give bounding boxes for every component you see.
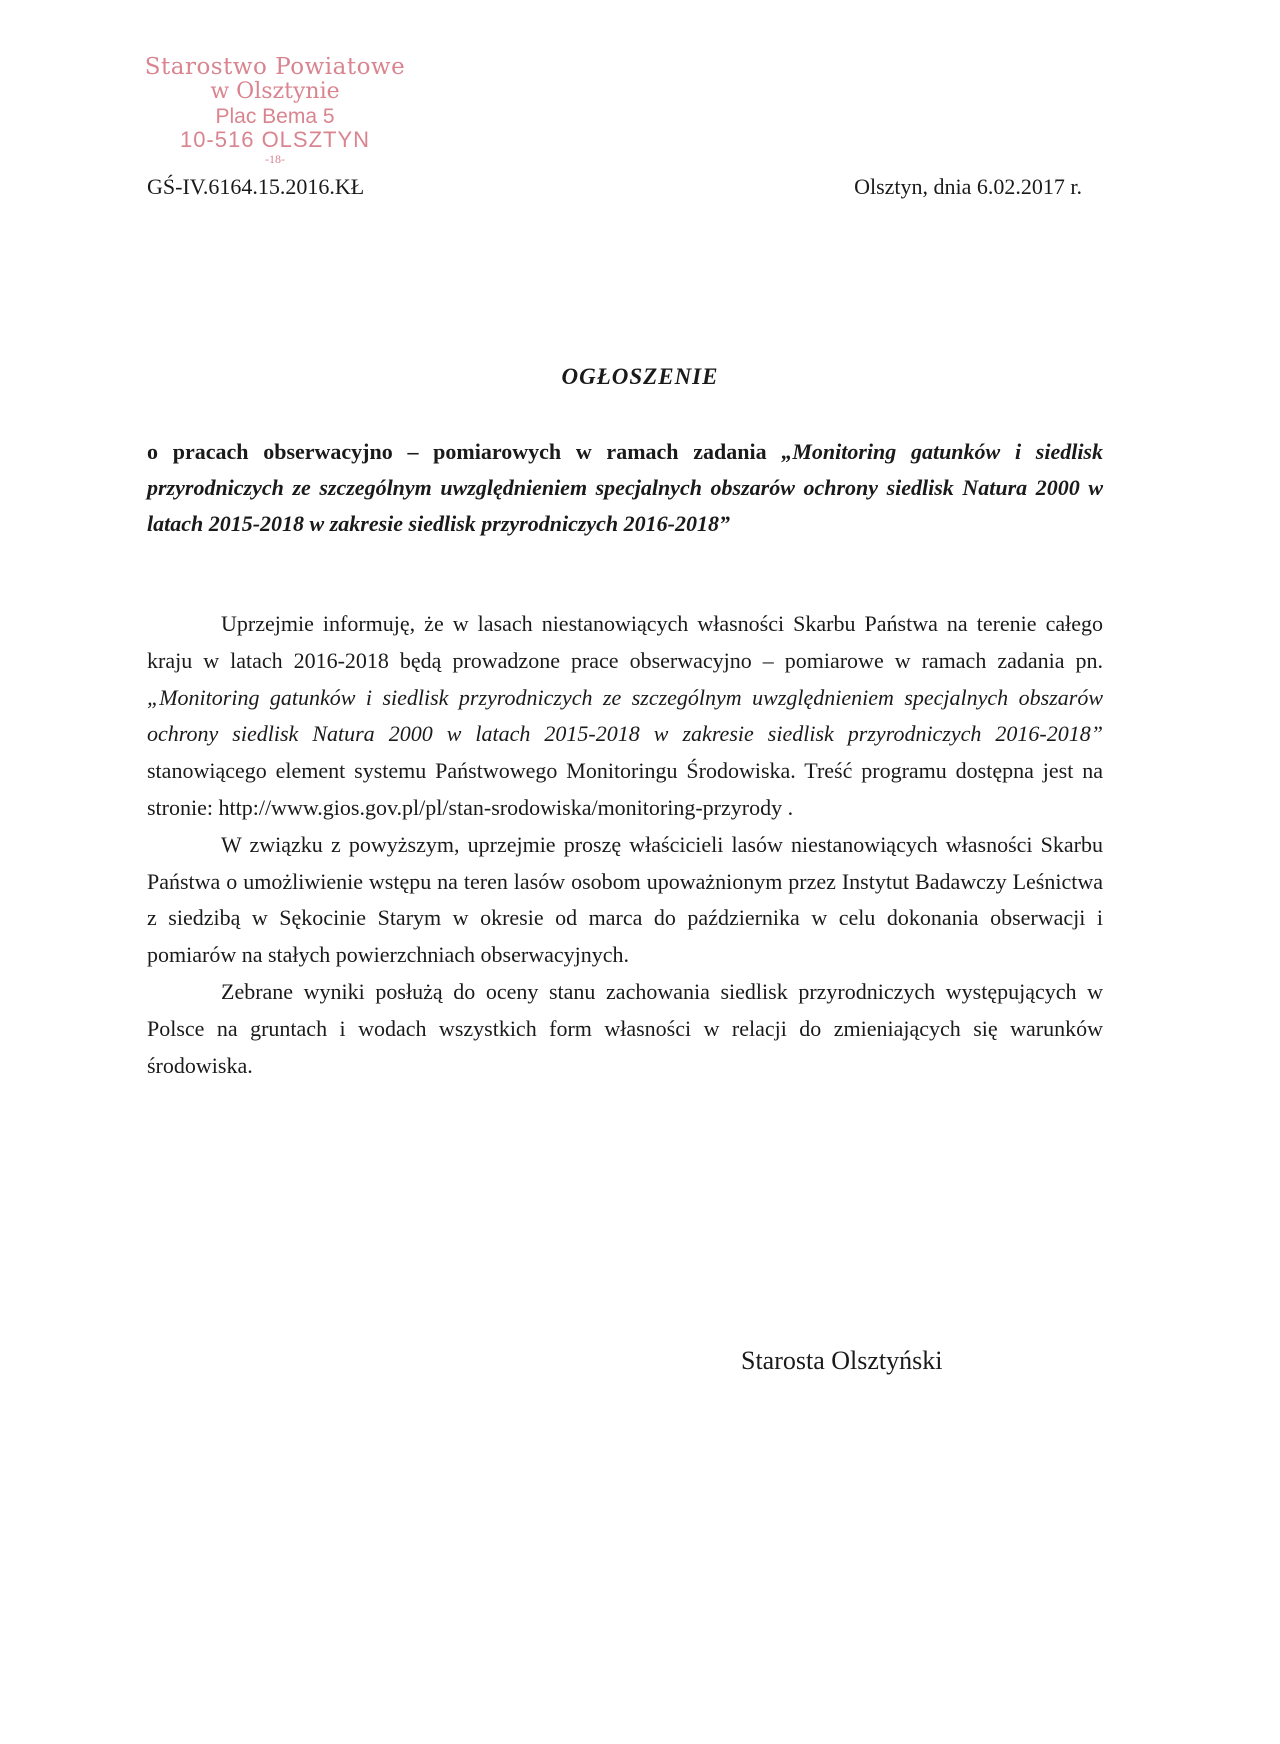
stamp-line-street: Plac Bema 5 — [215, 105, 335, 128]
paragraph-1-outro: stanowiącego element systemu Państwowego Monitoringu Środowiska. Treść programu dostępna jest na stronie: http://www.gios.gov.pl/pl/stan-srodowiska/monitoring-przyrody . — [147, 758, 1103, 820]
paragraph-1-intro: Uprzejmie informuję, że w lasach niestanowiących własności Skarbu Państwa na terenie całego kraju w latach 2016-2018 będą prowadzone prace obserwacyjno – pomiarowe w ramach zadania pn. — [147, 611, 1103, 673]
document-body — [147, 606, 1103, 1084]
stamp-line-postal: 10-516 OLSZTYN — [179, 127, 371, 152]
stamp-line-number: -18- — [265, 152, 285, 166]
stamp-line-city: w Olsztynie — [210, 79, 340, 104]
body-paragraph-1 — [147, 606, 1103, 827]
body-paragraph-3: Zebrane wyniki posłużą do oceny stanu zachowania siedlisk przyrodniczych występujących w Polsce na gruntach i wodach wszystkich form własności w relacji do zmieniających się warunków środowiska. — [147, 978, 1103, 1078]
signature-title: Starosta Olsztyński — [741, 1346, 943, 1375]
reference-number: GŚ-IV.6164.15.2016.KŁ — [147, 174, 365, 199]
stamp-line-office: Starostwo Powiatowe — [144, 54, 406, 80]
subject-task-name: „Monitoring gatunków i siedlisk przyrodniczych ze szczególnym uwzględnieniem specjalnych obszarów ochrony siedlisk Natura 2000 w latach 2015-2018 w zakresie siedlisk przyrodniczych 2016-2018” — [147, 439, 1103, 536]
office-stamp — [130, 56, 420, 165]
announcement-subject — [147, 434, 1103, 542]
paragraph-1-task-name: „Monitoring gatunków i siedlisk przyrodniczych ze szczególnym uwzględnieniem specjalnych obszarów ochrony siedlisk Natura 2000 w latach 2015-2018 w zakresie siedlisk przyrodniczych 2016-2018” — [147, 684, 1103, 747]
document-date: Olsztyn, dnia 6.02.2017 r. — [854, 174, 1082, 199]
document-title: OGŁOSZENIE — [561, 364, 719, 389]
body-paragraph-2: W związku z powyższym, uprzejmie proszę właścicieli lasów niestanowiących własności Skarbu Państwa o umożliwienie wstępu na teren lasów osobom upoważnionym przez Instytut Badawczy Leśnictwa z siedzibą w Sękocinie Starym w okresie od marca do października w celu dokonania obserwacji i pomiarów na stałych powierzchniach obserwacyjnych. — [147, 831, 1103, 968]
subject-lead: o pracach obserwacyjno – pomiarowych w ramach zadania — [147, 439, 782, 464]
